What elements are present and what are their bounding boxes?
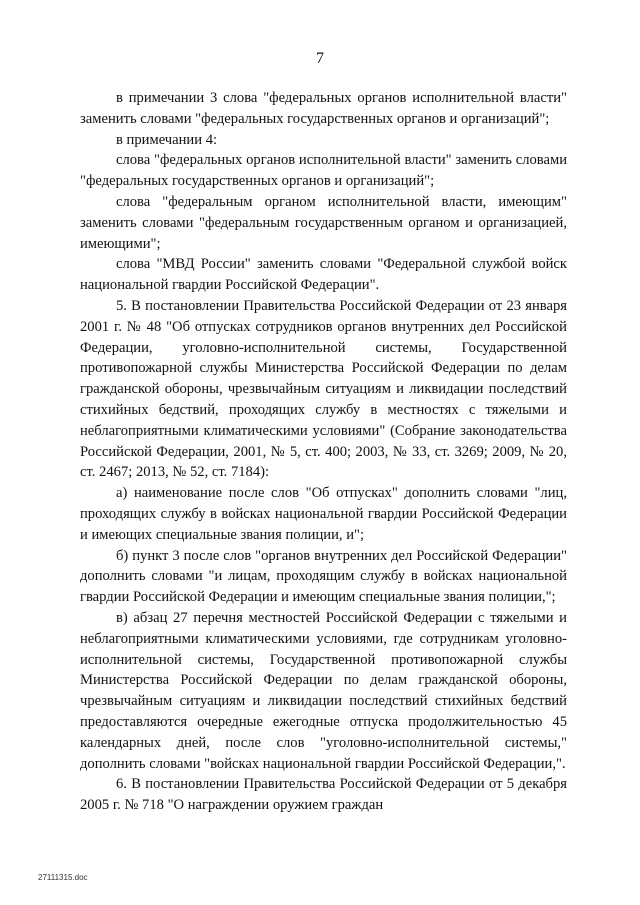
paragraph: слова "МВД России" заменить словами "Федеральной службой войск национальной гвардии Российской Федерации". <box>80 256 567 294</box>
paragraph: б) пункт 3 после слов "органов внутренних дел Российской Федерации" дополнить словами "и лицам, проходящим службу в войсках национальной гвардии Российской Федерации и имеющим специальные звания полиции,"; <box>80 547 567 606</box>
paragraph: в) абзац 27 перечня местностей Российской Федерации с тяжелыми и неблагоприятными климатическими условиями, где сотрудникам уголовно-исполнительной системы, Государственной противопожарной службы Министерства Российской Федерации по делам гражданской обороны, чрезвычайным ситуациям и ликвидации последствий стихийных бедствий предоставляются очередные ежегодные отпуска продолжительностью 45 календарных дней, после слов "уголовно-исполнительной системы," дополнить словами "войсках национальной гвардии Российской Федерации,". <box>80 609 567 772</box>
paragraph: в примечании 4: <box>116 131 218 148</box>
document-body <box>80 88 567 816</box>
paragraph: слова "федеральных органов исполнительной власти" заменить словами "федеральных государственных органов и организаций"; <box>80 152 567 190</box>
paragraph: а) наименование после слов "Об отпусках" дополнить словами "лиц, проходящих службу в войсках национальной гвардии Российской Федерации и имеющих специальные звания полиции, и"; <box>80 485 567 543</box>
paragraph: 5. В постановлении Правительства Российской Федерации от 23 января 2001 г. № 48 "Об отпусках сотрудников органов внутренних дел Российской Федерации, уголовно-исполнительной системы, Государственной противопожарной службы Министерства Российской Федерации по делам гражданской обороны, чрезвычайным ситуациям и ликвидации последствий стихийных бедствий, проходящих службу в местностях с тяжелыми и неблагоприятными климатическими условиями" (Собрание законодательства Российской Федерации, 2001, № 5, ст. 400; 2003, № 33, ст. 3269; 2009, № 20, ст. 2467; 2013, № 52, ст. 7184): <box>80 297 567 481</box>
file-code: 27111315.doc <box>38 873 88 882</box>
page-number: 7 <box>316 50 324 67</box>
paragraph: в примечании 3 слова "федеральных органов исполнительной власти" заменить словами "федеральных государственных органов и организаций"; <box>80 90 567 127</box>
paragraph: слова "федеральным органом исполнительной власти, имеющим" заменить словами "федеральным государственным органом и организацией, имеющими"; <box>80 193 567 252</box>
paragraph: 6. В постановлении Правительства Российской Федерации от 5 декабря 2005 г. № 718 "О награждении оружием граждан <box>80 776 567 814</box>
